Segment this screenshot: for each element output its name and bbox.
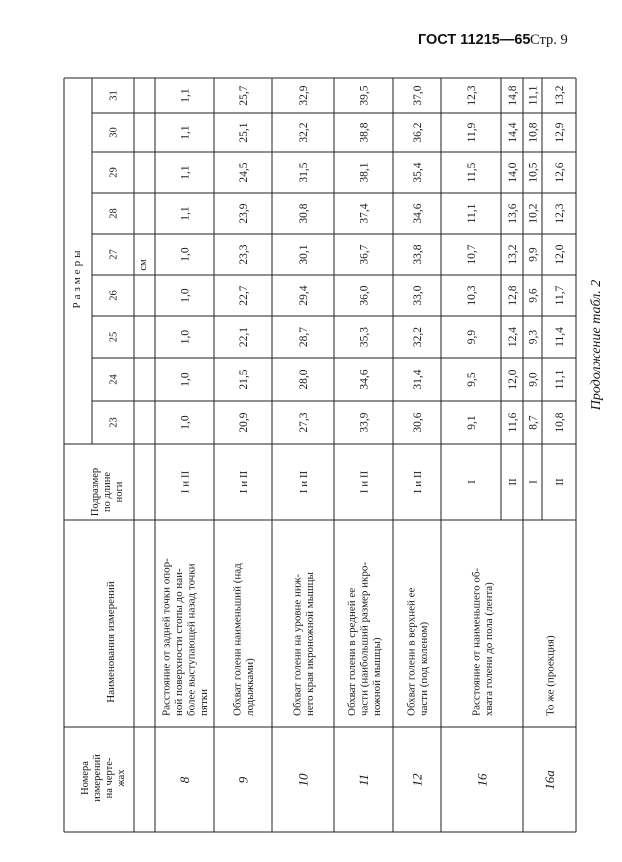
- value-cell: 9,6: [527, 288, 540, 303]
- value-cell: 35,4: [412, 162, 425, 183]
- value-cell: 37,4: [358, 203, 371, 224]
- size-31: 31: [108, 90, 120, 101]
- value-cell: 33,9: [358, 412, 371, 433]
- header-names: Наименования измерений: [105, 581, 117, 703]
- value-cell: 22,7: [238, 285, 251, 306]
- row-subsize: II: [506, 478, 519, 486]
- value-cell: 35,3: [358, 326, 371, 348]
- value-cell: 10,8: [554, 412, 567, 433]
- svg-text:измерений: измерений: [92, 754, 103, 802]
- value-cell: 12,0: [507, 369, 520, 390]
- value-cell: 36,2: [412, 122, 425, 143]
- row-subsize: I: [527, 480, 540, 484]
- svg-text:Подразмер: Подразмер: [90, 467, 101, 517]
- value-cell: 32,9: [298, 85, 311, 106]
- row-number: 8: [177, 776, 193, 784]
- row-name-line: него края икроножной мышцы: [304, 572, 317, 716]
- row-name-line: Расстояние от задней точки опор-: [160, 558, 173, 716]
- value-cell: 1,1: [179, 165, 192, 180]
- value-cell: 27,3: [298, 412, 311, 433]
- size-23: 23: [108, 417, 120, 428]
- row-name-line: Расстояние от наименьшего об-: [470, 567, 483, 716]
- value-cell: 34,6: [358, 369, 371, 390]
- value-cell: 1,1: [179, 125, 192, 140]
- row-number: 12: [409, 773, 425, 787]
- value-cell: 1,0: [179, 247, 192, 262]
- row-number: 10: [295, 773, 311, 787]
- header-numbers: [80, 754, 127, 802]
- value-cell: 28,0: [298, 369, 311, 390]
- value-cell: 1,1: [179, 88, 192, 103]
- row-name-line: пятки: [198, 689, 211, 716]
- row-name-line: ножной мышцы): [370, 637, 383, 716]
- value-cell: 13,2: [554, 85, 567, 106]
- value-cell: 38,8: [358, 122, 371, 143]
- value-cell: 30,8: [298, 203, 311, 224]
- value-cell: 8,7: [527, 415, 540, 430]
- value-cell: 11,1: [554, 369, 567, 390]
- value-cell: 33,8: [412, 244, 425, 265]
- value-cell: 9,5: [466, 372, 479, 387]
- svg-text:по длине: по длине: [102, 472, 113, 512]
- row-number: 9: [235, 776, 251, 784]
- value-cell: 13,6: [507, 203, 520, 224]
- svg-text:на черте-: на черте-: [104, 757, 115, 799]
- row-name-line: То же (проекция): [544, 635, 557, 716]
- value-cell: 23,9: [238, 203, 251, 224]
- value-cell: 32,2: [298, 122, 311, 143]
- value-cell: 38,1: [358, 162, 371, 183]
- value-cell: 10,3: [466, 285, 479, 306]
- value-cell: 12,3: [554, 203, 567, 224]
- value-cell: 36,0: [358, 285, 371, 306]
- value-cell: 30,6: [412, 412, 425, 433]
- header-sizes: Размеры: [71, 247, 83, 309]
- row-name-line: Обхват голени в средней ее: [345, 587, 358, 716]
- value-cell: 1,1: [179, 206, 192, 221]
- row-name-line: лодыжками): [244, 658, 257, 716]
- value-cell: 9,1: [466, 415, 479, 430]
- value-cell: 12,0: [554, 244, 567, 265]
- value-cell: 11,6: [507, 412, 520, 433]
- header-subsize: [90, 468, 125, 516]
- row-subsize: I и II: [297, 470, 310, 494]
- value-cell: 25,7: [238, 85, 251, 106]
- value-cell: 9,9: [466, 329, 479, 345]
- value-cell: 11,1: [466, 203, 479, 224]
- row-name-line: Обхват голени на уровне ниж-: [291, 573, 304, 716]
- row-subsize: I и II: [411, 470, 424, 494]
- value-cell: 1,0: [179, 372, 192, 387]
- value-cell: 32,2: [412, 326, 425, 348]
- row-subsize: I и II: [358, 470, 371, 494]
- value-cell: 10,2: [527, 203, 540, 224]
- row-subsize: I и II: [237, 470, 250, 494]
- value-cell: 9,3: [527, 329, 540, 345]
- table-cells: [109, 85, 566, 790]
- value-cell: 21,5: [238, 369, 251, 390]
- row-number: 16: [474, 773, 490, 787]
- row-name-line: Обхват голени наименьший (над: [231, 563, 244, 716]
- row-name-line: ной поверхности стопы до наи-: [173, 568, 186, 716]
- size-24: 24: [108, 374, 120, 385]
- value-cell: 10,8: [527, 122, 540, 143]
- row-name-line: Обхват голени в верхней ее: [405, 587, 418, 716]
- size-28: 28: [108, 208, 120, 219]
- header-unit: см: [138, 259, 149, 271]
- value-cell: 12,9: [554, 122, 567, 143]
- value-cell: 11,7: [554, 285, 567, 306]
- value-cell: 25,1: [238, 122, 251, 143]
- row-number: 16а: [542, 770, 558, 790]
- size-27: 27: [108, 249, 120, 260]
- value-cell: 1,0: [179, 288, 192, 303]
- value-cell: 20,9: [238, 412, 251, 433]
- value-cell: 31,4: [412, 369, 425, 390]
- value-cell: 12,8: [507, 285, 520, 306]
- value-cell: 24,5: [238, 162, 251, 183]
- value-cell: 9,0: [527, 372, 540, 387]
- size-29: 29: [108, 167, 120, 178]
- row-subsize: I и II: [179, 470, 192, 494]
- svg-text:жах: жах: [116, 769, 127, 787]
- value-cell: 28,7: [298, 326, 311, 348]
- row-number: 11: [356, 773, 372, 787]
- value-cell: 23,3: [238, 244, 251, 265]
- value-cell: 36,7: [358, 244, 371, 265]
- row-name-line: более выступающей назад точки: [185, 563, 198, 716]
- row-name-line: хвата голени до пола (лента): [483, 582, 496, 716]
- value-cell: 10,5: [527, 162, 540, 183]
- value-cell: 14,0: [507, 162, 520, 183]
- value-cell: 33,0: [412, 285, 425, 306]
- value-cell: 34,6: [412, 203, 425, 224]
- value-cell: 29,4: [298, 285, 311, 306]
- table-grid: [64, 78, 576, 832]
- size-25: 25: [108, 331, 120, 343]
- row-name-line: части (под коленом): [418, 621, 431, 716]
- value-cell: 13,2: [507, 244, 520, 265]
- table-caption: Продолжение табл. 2: [589, 279, 604, 411]
- value-cell: 10,7: [466, 244, 479, 265]
- value-cell: 11,4: [554, 327, 567, 347]
- svg-text:ноги: ноги: [114, 481, 125, 503]
- value-cell: 30,1: [298, 244, 311, 265]
- size-26: 26: [108, 290, 120, 301]
- value-cell: 11,1: [527, 85, 540, 106]
- value-cell: 1,0: [179, 329, 192, 345]
- value-cell: 12,6: [554, 162, 567, 183]
- value-cell: 14,4: [507, 122, 520, 143]
- value-cell: 1,0: [179, 415, 192, 430]
- value-cell: 14,8: [507, 85, 520, 106]
- value-cell: 12,3: [466, 85, 479, 106]
- value-cell: 22,1: [238, 326, 251, 348]
- standard-number: ГОСТ 11215—65: [418, 32, 531, 48]
- page-number: Стр. 9: [530, 32, 568, 48]
- value-cell: 37,0: [412, 85, 425, 106]
- value-cell: 11,9: [466, 122, 479, 143]
- size-30: 30: [108, 127, 120, 138]
- row-subsize: II: [553, 478, 566, 486]
- row-subsize: I: [465, 480, 478, 484]
- value-cell: 9,9: [527, 247, 540, 262]
- svg-text:Номера: Номера: [80, 761, 91, 795]
- value-cell: 39,5: [358, 85, 371, 106]
- value-cell: 31,5: [298, 162, 311, 183]
- row-name-line: части (наибольший размер икро-: [358, 561, 371, 716]
- value-cell: 11,5: [466, 162, 479, 183]
- value-cell: 12,4: [507, 326, 520, 348]
